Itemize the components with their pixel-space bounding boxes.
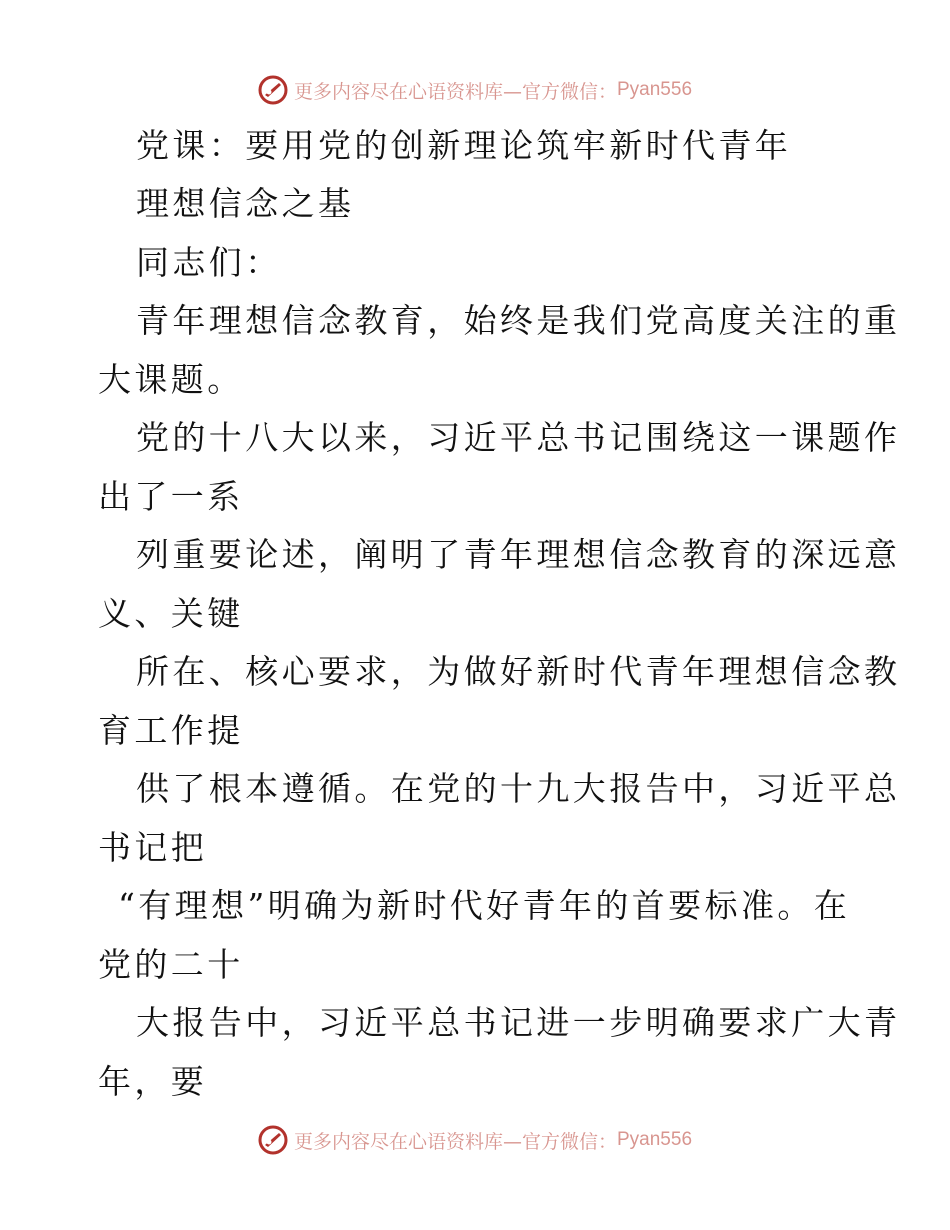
- body-line: 出了一系: [98, 477, 244, 516]
- body-line: 党的二十: [98, 945, 244, 984]
- body-line: 党的十八大以来，习近平总书记围绕这一课题作: [136, 418, 901, 457]
- watermark-wechat-id: Pyan556: [617, 79, 693, 100]
- brand-logo-icon: [258, 1125, 288, 1155]
- document-title-line-2: 理想信念之基: [136, 184, 355, 223]
- body-line: 青年理想信念教育，始终是我们党高度关注的重: [136, 301, 901, 340]
- body-line: 年，要: [98, 1062, 208, 1101]
- body-line: 义、关键: [98, 594, 244, 633]
- body-line: 育工作提: [98, 711, 244, 750]
- footer-watermark: [0, 1122, 950, 1158]
- brand-logo-icon: [258, 75, 288, 105]
- body-line: 所在、核心要求，为做好新时代青年理想信念教: [136, 652, 901, 691]
- body-line: 书记把: [98, 828, 208, 867]
- body-line: “有理想”明确为新时代好青年的首要标准。在: [118, 886, 851, 925]
- salutation: 同志们：: [136, 243, 282, 282]
- body-line: 列重要论述，阐明了青年理想信念教育的深远意: [136, 535, 901, 574]
- watermark-wechat-id: Pyan556: [617, 1129, 693, 1150]
- body-line: 大报告中，习近平总书记进一步明确要求广大青: [136, 1003, 901, 1042]
- watermark-text: 更多内容尽在心语资料库—官方微信：: [293, 1130, 617, 1153]
- header-watermark: [0, 72, 950, 108]
- body-line: 大课题。: [98, 360, 244, 399]
- body-line: 供了根本遵循。在党的十九大报告中，习近平总: [136, 769, 901, 808]
- watermark-text: 更多内容尽在心语资料库—官方微信：: [293, 80, 617, 103]
- document-title-line-1: 党课：要用党的创新理论筑牢新时代青年: [136, 126, 792, 165]
